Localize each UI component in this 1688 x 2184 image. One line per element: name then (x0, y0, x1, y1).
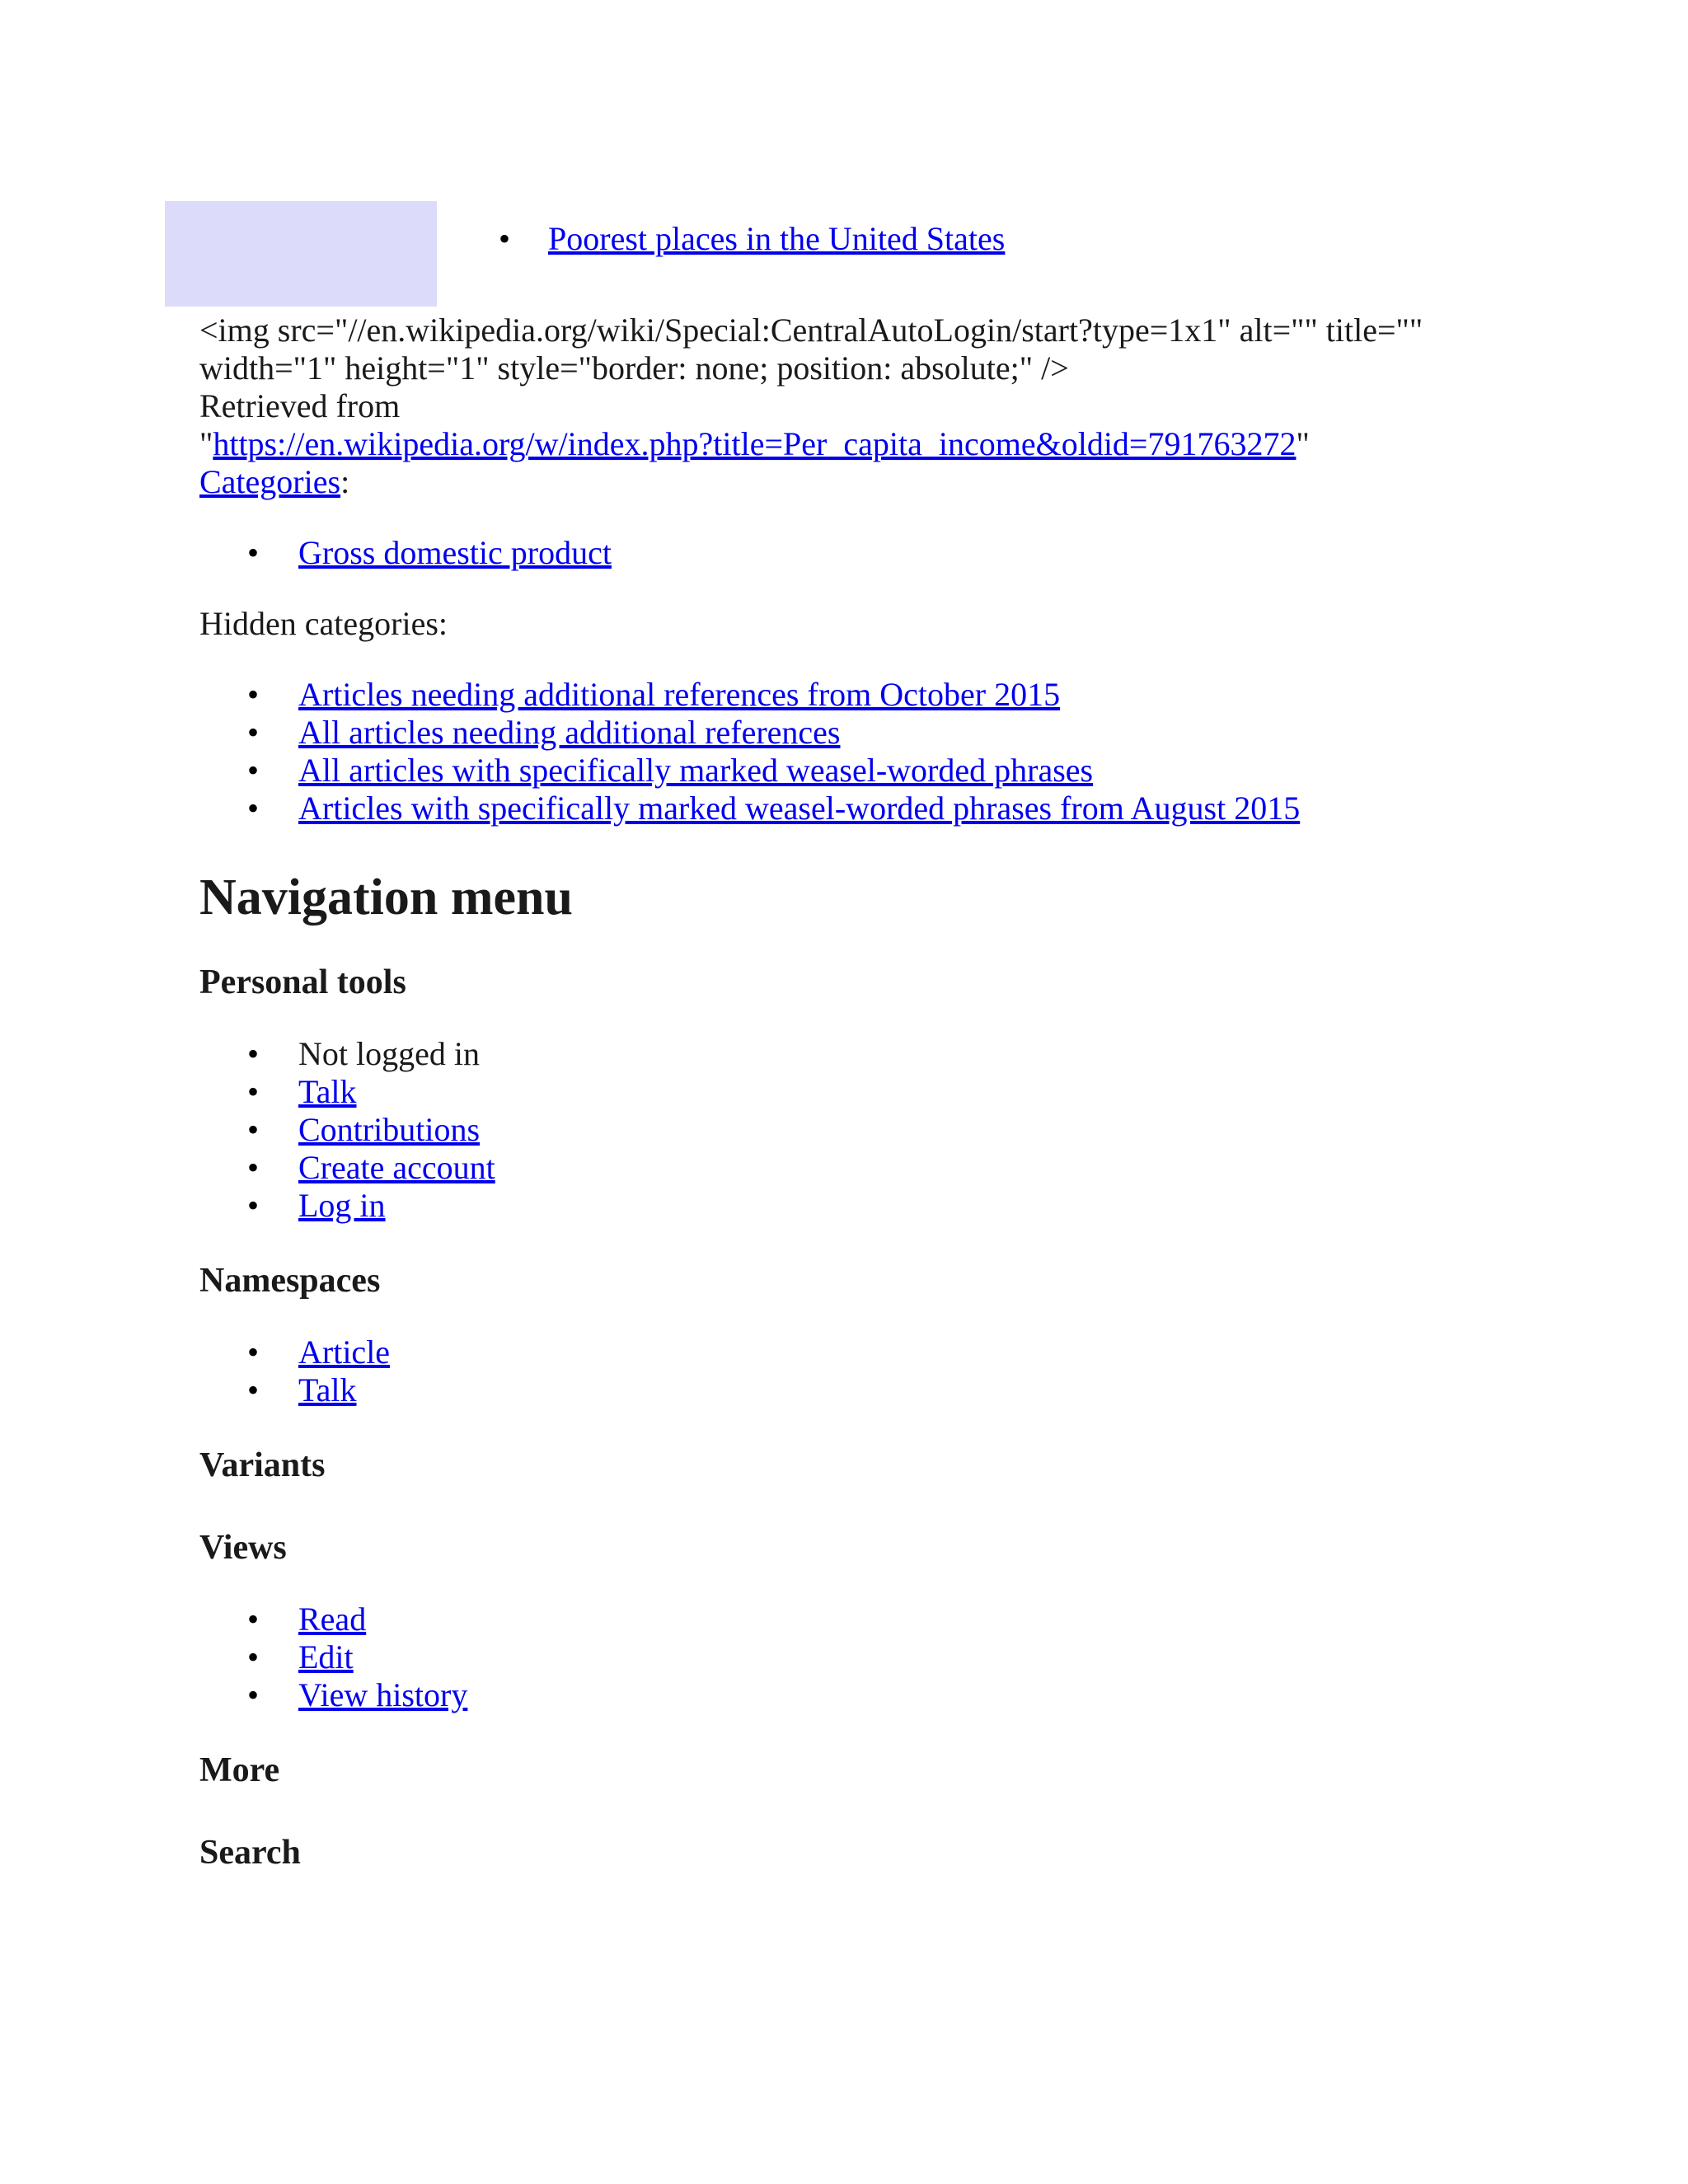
hidden-category-link[interactable]: Articles needing additional references from October 2015 (298, 676, 1061, 713)
namespaces-list (199, 1333, 1485, 1409)
see-also-list (499, 216, 1005, 262)
list-item (199, 1149, 1485, 1187)
personal-tools-heading: Personal tools (199, 963, 406, 1001)
list-item (199, 1333, 1485, 1371)
list-item (199, 1638, 1485, 1676)
list-item (199, 1035, 1485, 1073)
create-account-link[interactable]: Create account (298, 1149, 495, 1186)
categories-list (199, 534, 1485, 572)
list-item (199, 676, 1485, 714)
contributions-link[interactable]: Contributions (298, 1111, 481, 1148)
quote-close: " (1296, 425, 1310, 462)
retrieved-url-link[interactable]: https://en.wikipedia.org/w/index.php?title=Per_capita_income&oldid=791763272 (213, 425, 1296, 462)
list-item (199, 714, 1485, 752)
search-heading: Search (199, 1834, 301, 1872)
read-tab[interactable]: Read (298, 1601, 367, 1638)
hidden-categories-list (199, 676, 1485, 827)
list-item (199, 534, 1485, 572)
highlight-box (165, 201, 437, 307)
categories-colon: : (340, 463, 350, 500)
article-tab[interactable]: Article (298, 1333, 391, 1371)
personal-tools-list (199, 1035, 1485, 1225)
log-in-link[interactable]: Log in (298, 1187, 386, 1224)
not-logged-in-text: Not logged in (298, 1035, 480, 1072)
list-item (199, 1676, 1485, 1714)
quote-open: " (199, 425, 213, 462)
raw-img-tag (199, 312, 1485, 501)
talk-link[interactable]: Talk (298, 1073, 357, 1110)
list-item (199, 1073, 1485, 1111)
hidden-category-link[interactable]: All articles with specifically marked weasel-worded phrases (298, 752, 1094, 789)
views-list (199, 1601, 1485, 1714)
list-item (199, 1111, 1485, 1149)
img-tag-line-2: width="1" height="1" style="border: none; position: absolute;" /> (199, 349, 1069, 387)
variants-heading: Variants (199, 1446, 326, 1484)
img-tag-line-1: <img src="//en.wikipedia.org/wiki/Special:CentralAutoLogin/start?type=1x1" alt="" title="" (199, 312, 1423, 349)
edit-tab[interactable]: Edit (298, 1638, 354, 1675)
retrieved-from-label: Retrieved from (199, 387, 401, 424)
poorest-places-link[interactable]: Poorest places in the United States (548, 220, 1006, 257)
hidden-category-link[interactable]: Articles with specifically marked weasel-worded phrases from August 2015 (298, 790, 1301, 827)
navigation-menu-heading: Navigation menu (199, 869, 573, 926)
list-item (199, 1371, 1485, 1409)
list-item (199, 1601, 1485, 1638)
views-heading: Views (199, 1529, 287, 1567)
hidden-categories-label: Hidden categories: (199, 605, 448, 642)
more-heading: More (199, 1751, 280, 1789)
list-item (199, 1187, 1485, 1225)
list-item (499, 216, 1005, 262)
list-item (199, 752, 1485, 790)
view-history-tab[interactable]: View history (298, 1676, 468, 1713)
talk-tab[interactable]: Talk (298, 1371, 357, 1408)
category-gross-domestic-product[interactable]: Gross domestic product (298, 534, 612, 571)
namespaces-heading: Namespaces (199, 1262, 381, 1300)
categories-link[interactable]: Categories (199, 463, 341, 500)
main-content (199, 312, 1485, 1876)
hidden-category-link[interactable]: All articles needing additional references (298, 714, 841, 751)
list-item (199, 790, 1485, 827)
